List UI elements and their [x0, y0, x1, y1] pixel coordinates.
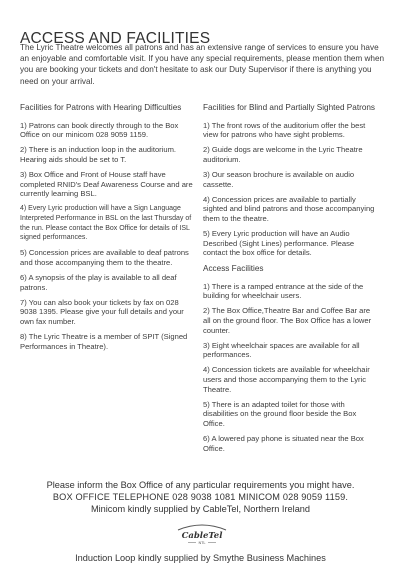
- access-item: 4) Concession tickets are available for wheelchair users and those accompanying them to the Lyric Theatre.: [203, 365, 370, 394]
- hearing-item: 1) Patrons can book directly through to the Box Office on our minicom 028 9059 1159.: [20, 120, 179, 140]
- sight-item: 1) The front rows of the auditorium offer the best view for patrons who have sight problems.: [203, 120, 366, 140]
- sight-item: 3) Our season brochure is available on audio cassette.: [203, 170, 355, 189]
- access-item: 5) There is an adapted toilet for those with disabilities on the ground floor beside the Box Office.: [203, 399, 357, 428]
- sight-item: 4) Concession prices are available to partially sighted and blind patrons and those accompanying them to the theatre.: [203, 194, 375, 224]
- hearing-item: 2) There is an induction loop in the auditorium. Hearing aids should be set to T.: [20, 145, 177, 165]
- footer-minicom-credit: Minicom kindly supplied by CableTel, Northern Ireland: [90, 504, 311, 514]
- hearing-column: [20, 103, 195, 357]
- hearing-item: 4) Every Lyric production will have a Sign Language Interpreted Performance in BSL on the last Thursday of the run. Please contact the Box Office for details of ISL signed performances.: [20, 205, 192, 242]
- sight-item: 5) Every Lyric production will have an Audio Described (Sight Lines) performance. Please contact the box office for details.: [203, 229, 355, 258]
- logo-arc: [178, 525, 226, 530]
- hearing-section-title: Facilities for Patrons with Hearing Difficulties: [20, 103, 182, 112]
- footer-box-office-phone: BOX OFFICE TELEPHONE 028 9038 1081 MINICOM 028 9059 1159.: [52, 492, 349, 502]
- hearing-item: 3) Box Office and Front of House staff have completed RNID's Deaf Awareness Course and are currently learning BSL.: [20, 170, 193, 199]
- hearing-item: 7) You can also book your tickets by fax on 028 9038 1395. Please give your full details and your own fax number.: [20, 297, 184, 326]
- cabletel-logo: [174, 521, 230, 547]
- sight-section-title: Facilities for Blind and Partially Sighted Patrons: [203, 103, 376, 112]
- logo-wordmark: CableTel: [181, 531, 223, 541]
- footer-induction-loop-credit: Induction Loop kindly supplied by Smythe Business Machines: [75, 553, 326, 563]
- sight-access-column: [203, 103, 379, 459]
- hearing-item: 6) A synopsis of the play is available to all deaf patrons.: [20, 273, 177, 292]
- access-item: 3) Eight wheelchair spaces are available for all performances.: [203, 340, 360, 360]
- hearing-item: 5) Concession prices are available to deaf patrons and those accompanying them to the theatre.: [20, 248, 189, 267]
- access-section-title: Access Facilities: [203, 263, 264, 273]
- sight-item: 2) Guide dogs are welcome in the Lyric Theatre auditorium.: [203, 145, 363, 165]
- footer-requirements: Please inform the Box Office of any particular requirements you might have.: [46, 480, 355, 490]
- access-item: 1) There is a ramped entrance at the side of the building for wheelchair users.: [203, 281, 364, 301]
- hearing-item: 8) The Lyric Theatre is a member of SPIT (Signed Performances in Theatre).: [20, 331, 188, 351]
- page-title: ACCESS AND FACILITIES: [20, 30, 211, 48]
- logo-subtext: NTL: [198, 541, 206, 545]
- access-item: 2) The Box Office,Theatre Bar and Coffee Bar are all on the ground floor. The Box Office has a lower counter.: [203, 306, 372, 335]
- access-item: 6) A lowered pay phone is situated near the Box Office.: [203, 433, 364, 453]
- intro-paragraph: The Lyric Theatre welcomes all patrons and has an extensive range of services to ensure you have an enjoyable and comfortable visit. If you have any special requirements, please mention them when you are booking your tickets and don't hesitate to ask our Duty Supervisor if there is anything you need on your arrival.: [20, 43, 385, 86]
